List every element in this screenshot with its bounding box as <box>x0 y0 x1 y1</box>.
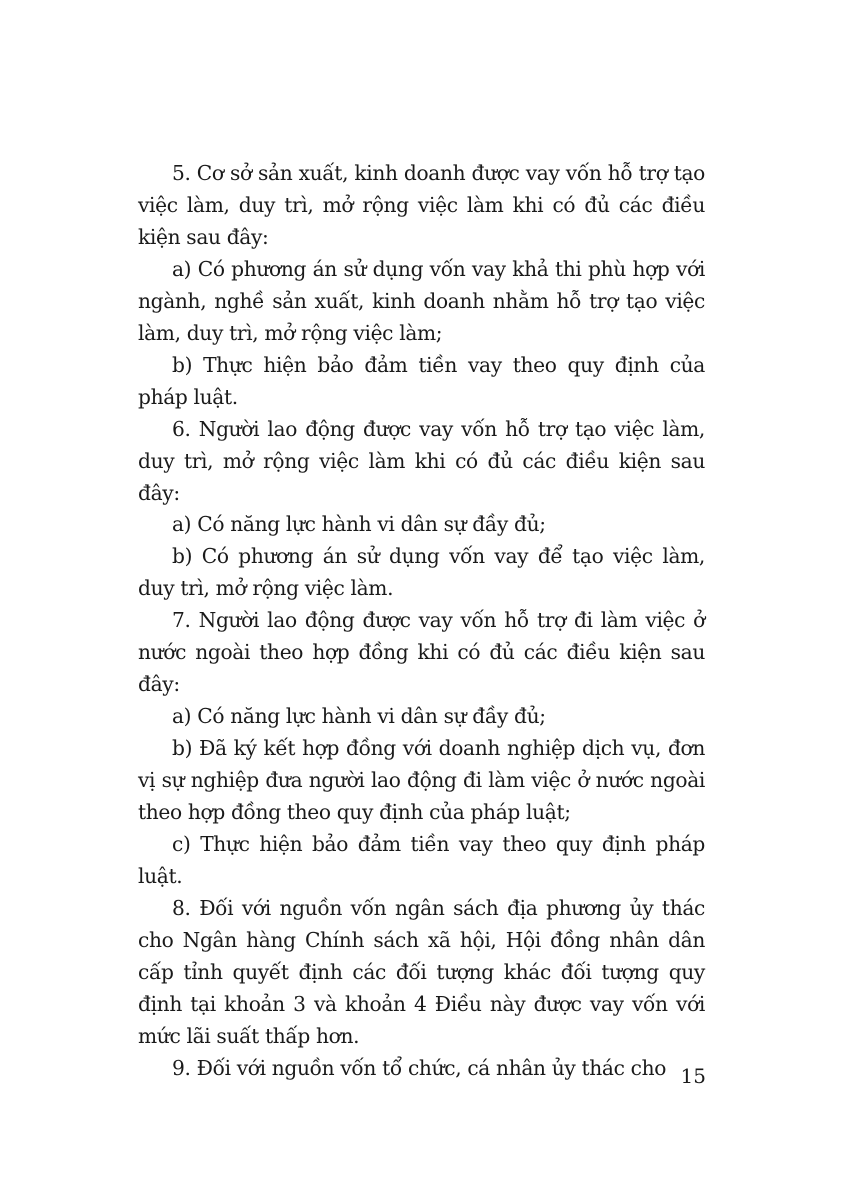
clause-5-b: b) Thực hiện bảo đảm tiền vay theo quy định của pháp luật. <box>138 352 705 409</box>
clause-7-c: c) Thực hiện bảo đảm tiền vay theo quy định pháp luật. <box>138 832 705 888</box>
clause-6-a: a) Có năng lực hành vi dân sự đầy đủ; <box>172 512 546 537</box>
clause-7-a: a) Có năng lực hành vi dân sự đầy đủ; <box>172 704 546 729</box>
page-body <box>138 158 705 1085</box>
clause-7: 7. Người lao động được vay vốn hỗ trợ đi làm việc ở nước ngoài theo hợp đồng khi có đủ các điều kiện sau đây: <box>138 608 705 697</box>
clause-9: 9. Đối với nguồn vốn tổ chức, cá nhân ủy thác cho <box>172 1055 667 1080</box>
page-number: 15 <box>680 1064 706 1088</box>
clause-6: 6. Người lao động được vay vốn hỗ trợ tạo việc làm, duy trì, mở rộng việc làm khi có đủ các điều kiện sau đây: <box>138 416 705 505</box>
clause-7-b: b) Đã ký kết hợp đồng với doanh nghiệp dịch vụ, đơn vị sự nghiệp đưa người lao động đi làm việc ở nước ngoài theo hợp đồng theo quy định của pháp luật; <box>138 736 705 825</box>
clause-8: 8. Đối với nguồn vốn ngân sách địa phương ủy thác cho Ngân hàng Chính sách xã hội, Hội đồng nhân dân cấp tỉnh quyết định các đối tượng khác đối tượng quy định tại khoản 3 và khoản 4 Điều này được vay vốn với mức lãi suất thấp hơn. <box>138 895 705 1048</box>
clause-6-b: b) Có phương án sử dụng vốn vay để tạo việc làm, duy trì, mở rộng việc làm. <box>138 544 705 601</box>
clause-5-a: a) Có phương án sử dụng vốn vay khả thi phù hợp với ngành, nghề sản xuất, kinh doanh nhằm hỗ trợ tạo việc làm, duy trì, mở rộng việc làm; <box>138 256 705 345</box>
clause-5: 5. Cơ sở sản xuất, kinh doanh được vay vốn hỗ trợ tạo việc làm, duy trì, mở rộng việc làm khi có đủ các điều kiện sau đây: <box>138 161 705 249</box>
